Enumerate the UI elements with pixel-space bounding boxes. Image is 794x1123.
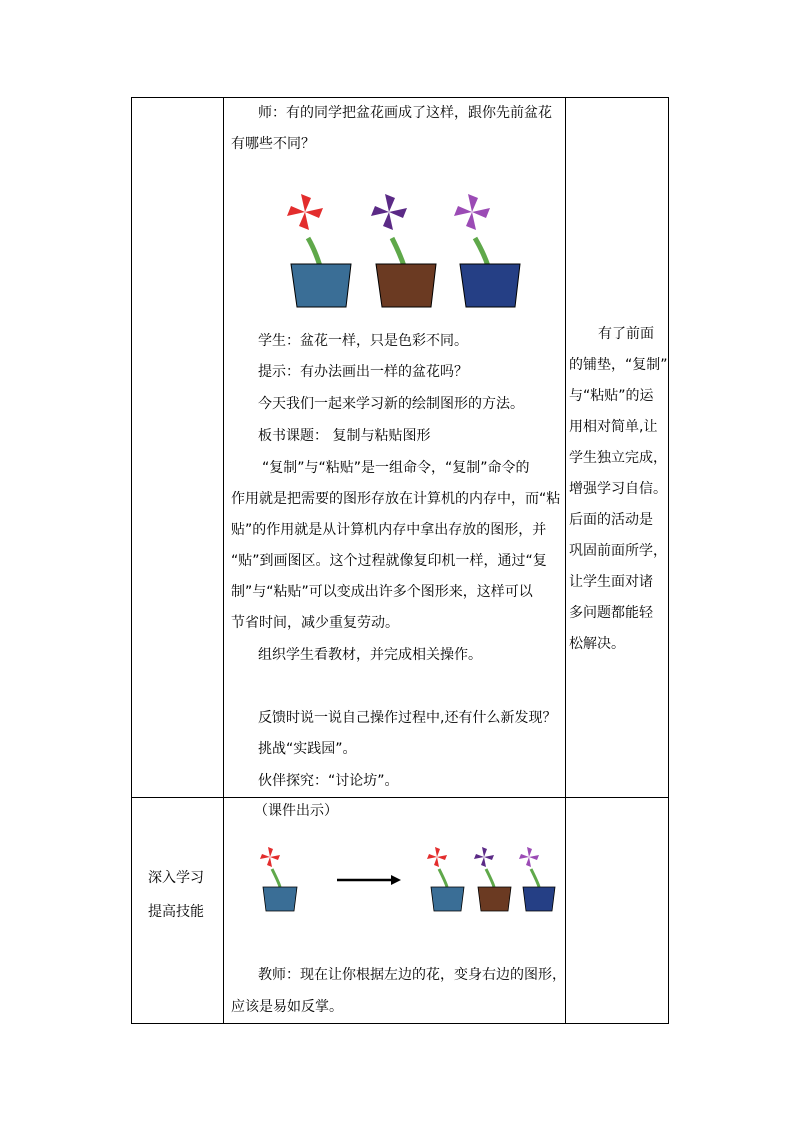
copy-paste-illustration [255, 845, 560, 915]
teacher-question-line1: 师：有的同学把盆花画成了这样，跟你先前盆花 [258, 105, 552, 121]
explanation-line2: 作用就是把需要的图形存放在计算机的内存中，而“粘 [231, 491, 561, 507]
column-divider-2 [565, 98, 566, 1023]
source-flower-pot [260, 847, 297, 911]
lesson-title: 板书课题： 复制与粘贴图形 [258, 428, 431, 444]
teacher-instruction-line2: 应该是易如反掌。 [231, 999, 343, 1015]
explanation-line4: “贴”到画图区。这个过程就像复印机一样，通过“复 [231, 553, 547, 569]
result-flower-pot-light-purple [519, 847, 555, 911]
flower-pot-dark-purple [371, 194, 436, 307]
arrow-right-icon [337, 875, 401, 885]
note-line8: 巩固前面所学， [569, 543, 667, 559]
flower-pot-light-purple [454, 194, 520, 307]
note-line4: 用相对简单,让 [569, 419, 658, 435]
challenge-text: 挑战“实践园”。 [258, 741, 357, 757]
row-divider [132, 797, 668, 798]
teacher-instruction-line1: 教师：现在让你根据左边的花，变身右边的图形， [258, 967, 566, 983]
note-line5: 学生独立完成， [569, 450, 667, 466]
section-label-line1: 深入学习 [148, 870, 204, 886]
student-answer: 学生：盆花一样，只是色彩不同。 [258, 333, 468, 349]
organize-text: 组织学生看教材，并完成相关操作。 [258, 647, 482, 663]
explanation-line1: “复制”与“粘贴”是一组命令，“复制”命令的 [262, 460, 530, 476]
section-label-line2: 提高技能 [148, 904, 204, 920]
intro-text: 今天我们一起来学习新的绘制图形的方法。 [258, 396, 524, 412]
note-line11: 松解决。 [569, 636, 625, 652]
hint-text: 提示：有办法画出一样的盆花吗？ [258, 364, 468, 380]
note-line10: 多问题都能轻 [569, 605, 653, 621]
courseware-text: （课件出示） [254, 803, 338, 819]
note-line1: 有了前面 [598, 326, 654, 342]
column-divider-1 [223, 98, 224, 1023]
note-line7: 后面的活动是 [569, 512, 653, 528]
note-line6: 增强学习自信。 [569, 481, 667, 497]
note-line9: 让学生面对诸 [569, 574, 653, 590]
feedback-text: 反馈时说一说自己操作过程中,还有什么新发现？ [258, 710, 557, 726]
explanation-line6: 节省时间，减少重复劳动。 [231, 615, 399, 631]
teacher-question-line2: 有哪些不同？ [231, 136, 315, 152]
note-line2: 的铺垫，“复制” [569, 357, 668, 373]
partner-text: 伙伴探究：“讨论坊”。 [258, 773, 399, 789]
explanation-line5: 制”与“粘贴”可以变成出许多个图形来，这样可以 [231, 584, 533, 600]
result-flower-pot-dark-purple [474, 847, 511, 911]
result-flower-pot-red [427, 847, 464, 911]
explanation-line3: 贴”的作用就是从计算机内存中拿出存放的图形，并 [231, 522, 547, 538]
note-line3: 与“粘贴”的运 [569, 388, 654, 404]
flower-pot-red [287, 194, 351, 307]
flower-pots-illustration [280, 190, 530, 310]
